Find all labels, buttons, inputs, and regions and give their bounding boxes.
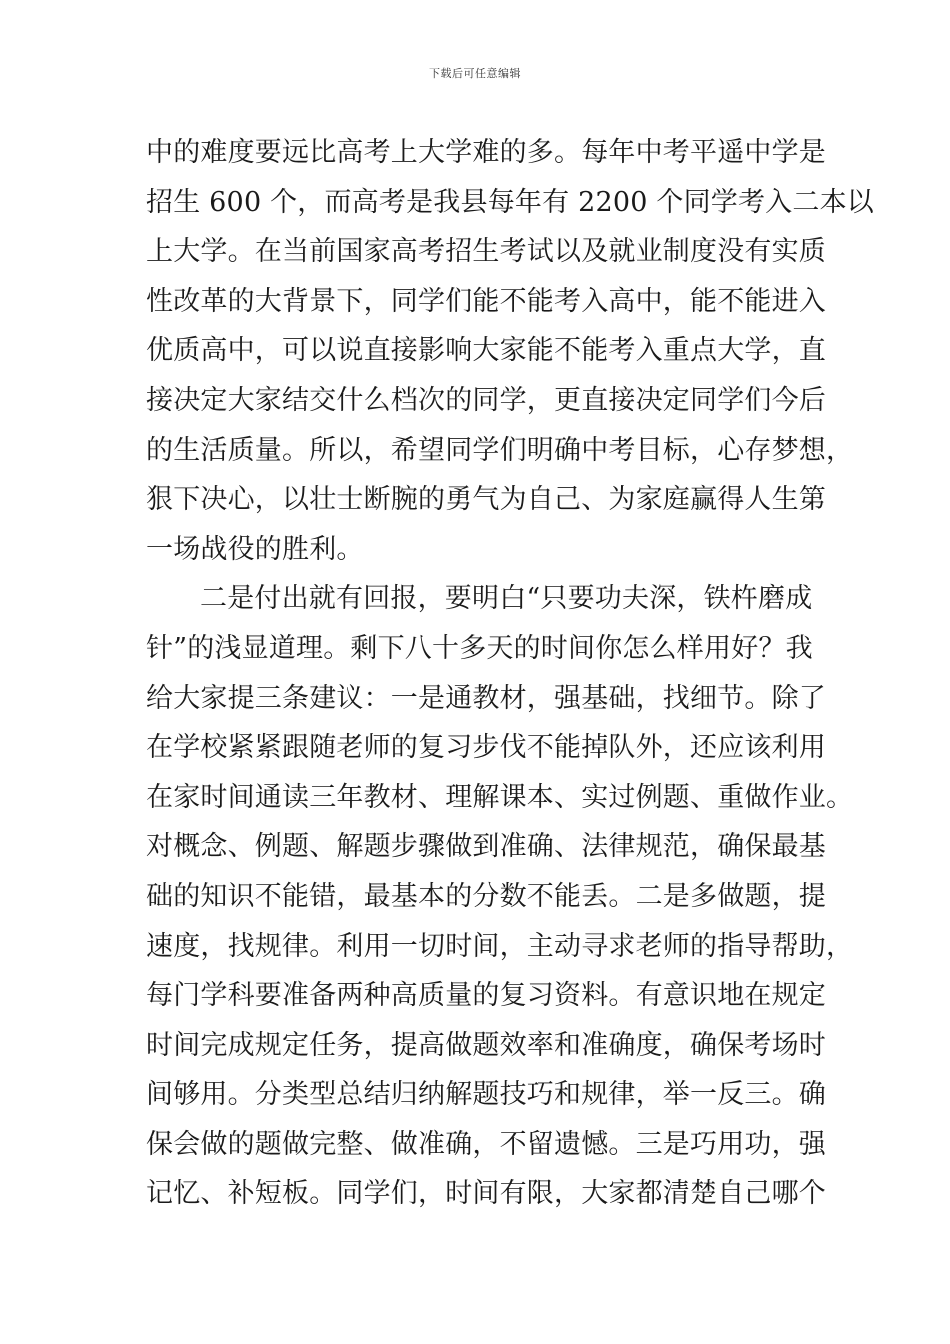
text-line: 础的知识不能错，最基本的分数不能丢。二是多做题，提 xyxy=(146,880,826,912)
text-line: 接决定大家结交什么档次的同学，更直接决定同学们今后 xyxy=(146,384,826,416)
text-line: 中的难度要远比高考上大学难的多。每年中考平遥中学是 xyxy=(146,137,826,168)
text-line: 招生 600 个，而高考是我县每年有 2200 个同学考入二本以 xyxy=(146,186,874,218)
text-line: 每门学科要准备两种高质量的复习资料。有意识地在规定 xyxy=(146,980,826,1012)
text-line: 性改革的大背景下，同学们能不能考入高中，能不能进入 xyxy=(146,285,826,317)
text-line: 优质高中，可以说直接影响大家能不能考入重点大学，直 xyxy=(146,335,826,367)
text-line: 上大学。在当前国家高考招生考试以及就业制度没有实质 xyxy=(146,236,826,268)
text-line: 对概念、例题、解题步骤做到准确、法律规范，确保最基 xyxy=(146,831,826,863)
page-header: 下载后可任意编辑 xyxy=(429,67,521,80)
text-line: 在学校紧紧跟随老师的复习步伐不能掉队外，还应该利用 xyxy=(146,732,826,764)
paragraph-start-line: 二是付出就有回报，要明白“只要功夫深，铁杵磨成 xyxy=(200,583,813,615)
text-line: 速度，找规律。利用一切时间，主动寻求老师的指导帮助， xyxy=(146,930,854,962)
text-line: 记忆、补短板。同学们，时间有限，大家都清楚自己哪个 xyxy=(146,1178,826,1210)
text-line: 间够用。分类型总结归纳解题技巧和规律，举一反三。确 xyxy=(146,1079,826,1111)
text-line: 针”的浅显道理。剩下八十多天的时间你怎么样用好？我 xyxy=(146,632,813,664)
text-line: 时间完成规定任务，提高做题效率和准确度，确保考场时 xyxy=(146,1029,826,1061)
text-line: 在家时间通读三年教材、理解课本、实过例题、重做作业。 xyxy=(146,781,854,813)
text-line: 保会做的题做完整、做准确，不留遗憾。三是巧用功，强 xyxy=(146,1128,826,1160)
text-line: 给大家提三条建议：一是通教材，强基础，找细节。除了 xyxy=(146,682,826,714)
text-line: 的生活质量。所以，希望同学们明确中考目标，心存梦想， xyxy=(146,434,854,466)
text-line: 一场战役的胜利。 xyxy=(146,533,364,565)
text-line: 狠下决心，以壮士断腕的勇气为自己、为家庭赢得人生第 xyxy=(146,484,826,516)
body-text xyxy=(146,128,874,1219)
